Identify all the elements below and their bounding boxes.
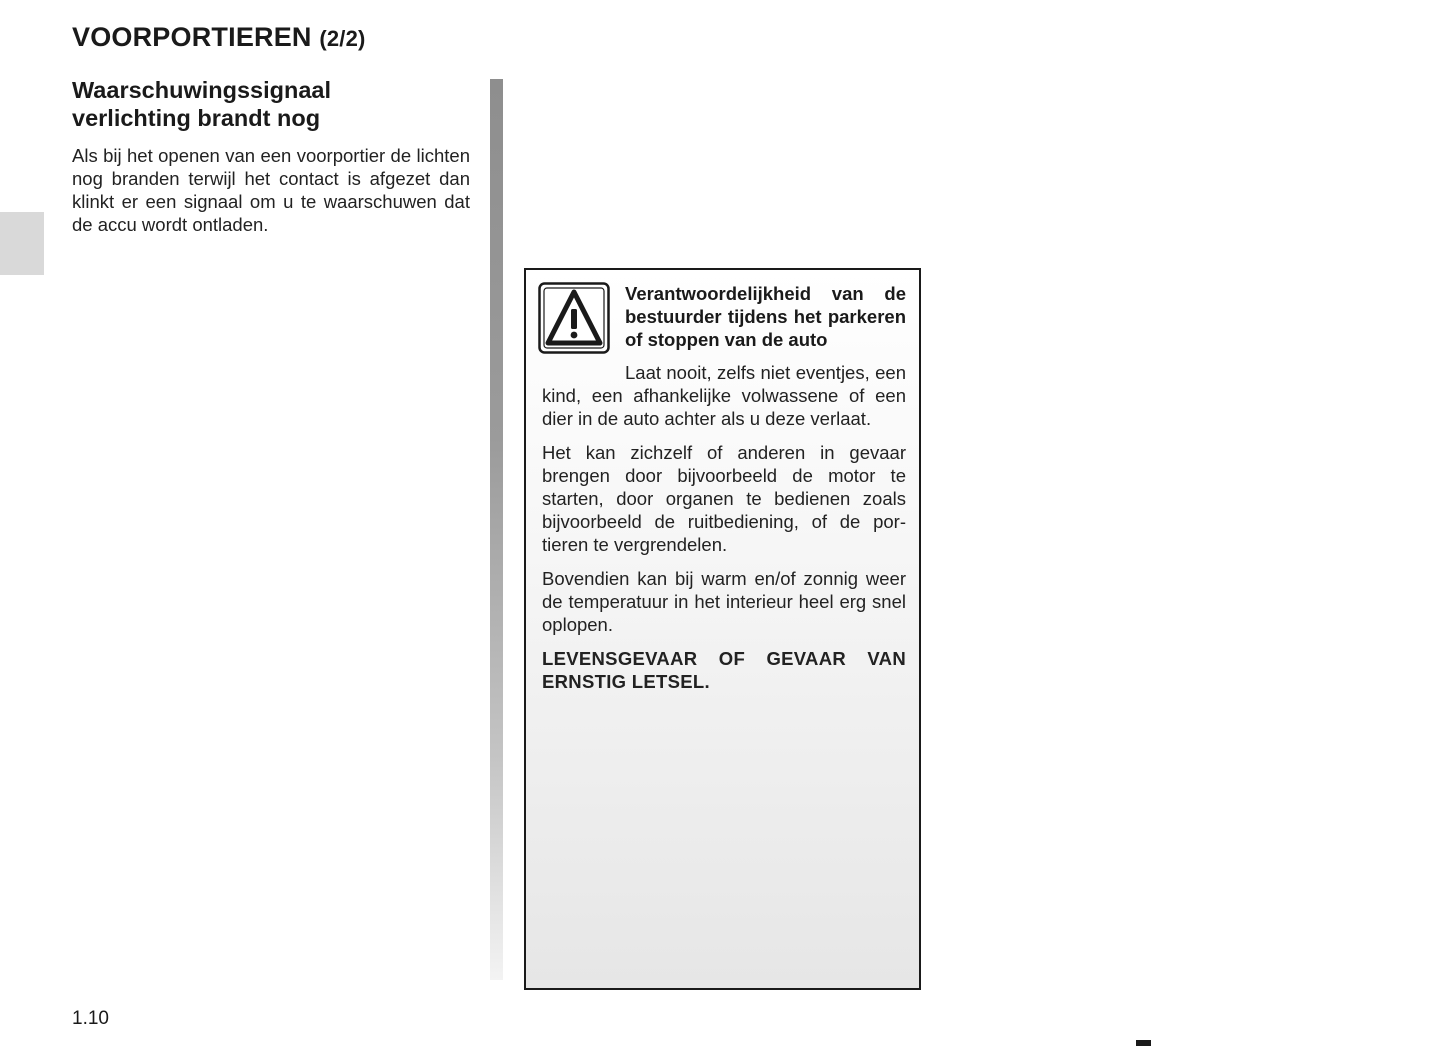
section-heading-line2: verlichting brandt nog	[72, 105, 321, 131]
warning-paragraph: Bovendien kan bij warm en/of zonnig weer de temperatuur in het interieur heel erg snel oplopen.	[542, 568, 906, 635]
warning-heading: Verantwoordelijkheid van de bestuurder tijdens het parkeren of stoppen van de auto	[625, 283, 906, 350]
page-title	[72, 22, 366, 53]
page-title-suffix: (2/2)	[319, 26, 366, 51]
page-title-text: VOORPORTIEREN	[72, 22, 312, 52]
warning-box	[524, 268, 921, 990]
left-column	[72, 76, 470, 236]
warning-paragraph: Laat nooit, zelfs niet eventjes, een kind, een afhankelijke volwassene of een dier in de auto achter als u deze verlaat.	[542, 362, 906, 429]
warning-emphasis: LEVENSGEVAAR OF GEVAAR VAN ERNSTIG LETSEL.	[542, 648, 906, 692]
section-heading	[72, 76, 470, 132]
chapter-thumb-tab	[0, 212, 44, 275]
crop-mark	[1136, 1040, 1151, 1046]
column-divider-bar	[490, 79, 503, 980]
warning-paragraph: Het kan zichzelf of anderen in gevaar brengen door bijvoorbeeld de motor te starten, door organen te bedienen zoals bijvoorbeeld de ruitbediening, of de portieren te vergrendelen.	[542, 442, 906, 555]
section-heading-line1: Waarschuwingssignaal	[72, 77, 332, 103]
page-number: 1.10	[72, 1008, 109, 1029]
warning-body	[542, 361, 906, 704]
warning-triangle-icon	[538, 282, 610, 354]
section-body-text: Als bij het openen van een voorportier de lichten nog branden terwijl het contact is afgezet dan klinkt er een signaal om u te waarschuwen dat de accu wordt ontladen.	[72, 145, 470, 235]
